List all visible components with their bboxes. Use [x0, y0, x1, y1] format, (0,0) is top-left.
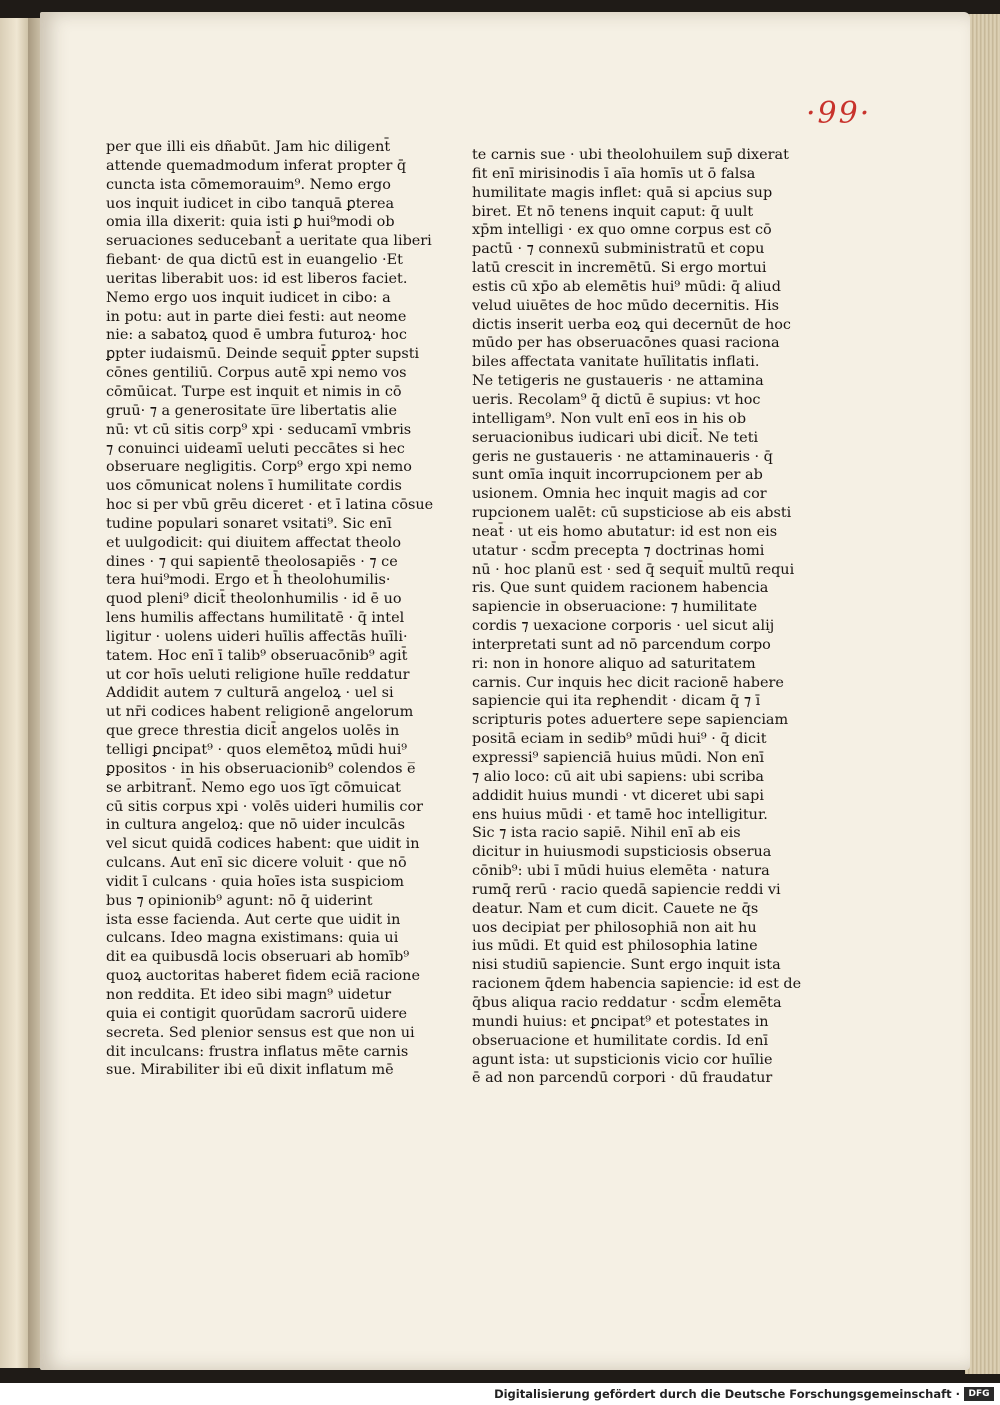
- text-line: dines · ⁊ qui sapientē theolosapiēs · ⁊ ce: [106, 553, 398, 570]
- text-line: bus ⁊ opinionib⁹ agunt: nō q̄ uiderint: [106, 892, 373, 909]
- text-line: ri: non in honore aliquo ad saturitatem: [472, 655, 756, 672]
- text-line: omia illa dixerit: quia isti ꝑ hui⁹modi ob: [106, 214, 395, 231]
- text-line: agunt ista: ut supsticionis vicio cor huīlie: [472, 1051, 773, 1068]
- text-line: quoꝝ auctoritas haberet fidem eciā racione: [106, 968, 420, 985]
- text-line: ⁊ alio loco: cū ait ubi sapiens: ubi scriba: [472, 768, 765, 785]
- text-line: ut nr̄i codices habent religionē angelorum: [106, 704, 414, 721]
- text-line: fit enī mirisinodis ī aīa homīs ut ō falsa: [472, 165, 756, 182]
- text-line: et uulgodicit: qui diuitem affectat theolo: [106, 534, 402, 551]
- text-line: sue. Mirabiliter ibi eū dixit inflatum mē: [106, 1062, 394, 1079]
- text-line: Sic ⁊ ista racio sapiē. Nihil enī ab eis: [472, 825, 741, 842]
- text-line: gruū· ⁊ a generositate u̅re libertatis alie: [106, 402, 397, 419]
- text-line: ē ad non parcendū corpori · dū fraudatur: [472, 1070, 773, 1087]
- funding-credit: Digitalisierung gefördert durch die Deutsche Forschungsgemeinschaft ·: [494, 1387, 960, 1401]
- text-line: racionem q̄dem habencia sapiencie: id est de: [472, 976, 802, 993]
- text-line: secreta. Sed plenior sensus est que non ui: [106, 1024, 415, 1041]
- text-line: obseruacione et humilitate cordis. Id enī: [472, 1032, 769, 1049]
- text-line: ens huius mūdi · et tamē hoc intelligitur.: [472, 806, 768, 823]
- text-line: q̄bus aliqua racio reddatur · scd̄m elemēta: [472, 994, 782, 1011]
- facing-page-edge: [0, 18, 28, 1368]
- text-line: mūdo per has obseruacōnes quasi raciona: [472, 335, 780, 352]
- text-line: te carnis sue · ubi theolohuilem sup̄ dixerat: [472, 147, 789, 163]
- text-line: cuncta ista cōmemorauim⁹. Nemo ergo: [106, 176, 391, 193]
- right-text-column: [472, 146, 802, 1088]
- text-line: ueritas liberabit uos: id est liberos faciet.: [106, 270, 408, 287]
- text-line: dicitur in huiusmodi supsticiosis obserua: [472, 844, 772, 861]
- text-line: velud uiuētes de hoc mūdo decernitis. His: [472, 297, 779, 314]
- text-line: in cultura angeloꝝ: que nō uider inculcās: [106, 817, 405, 834]
- text-line: positā eciam in sedib⁹ mūdi hui⁹ · q̄ dicit: [472, 731, 767, 748]
- text-line: humilitate magis inflet: quā si apcius sup: [472, 184, 773, 201]
- text-line: in potu: aut in parte diei festi: aut neome: [106, 308, 407, 325]
- text-line: interpretati sunt ad nō parcendum corpo: [472, 636, 771, 653]
- text-line: Nemo ergo uos inquit iudicet in cibo: a: [106, 289, 391, 306]
- text-line: addidit huius mundi · vt diceret ubi sapi: [472, 787, 764, 804]
- text-line: expressi⁹ sapienciā huius mūdi. Non enī: [472, 750, 765, 766]
- left-text-column: [106, 138, 434, 1080]
- text-line: nie: a sabatoꝝ quod ē umbra futuroꝝ· hoc: [106, 327, 407, 344]
- text-line: biret. Et nō tenens inquit caput: q̄ uult: [472, 203, 754, 220]
- text-line: biles affectata vanitate huīlitatis inflati.: [472, 354, 760, 371]
- text-line: se arbitrant̄. Nemo ego uos i̅gt cōmuicat: [106, 779, 401, 796]
- text-line: intelligam⁹. Non vult enī eos in his ob: [472, 410, 747, 427]
- text-line: usionem. Omnia hec inquit magis ad cor: [472, 486, 767, 503]
- text-line: ueris. Recolam⁹ q̄ dictū ē supius: vt hoc: [472, 391, 761, 408]
- text-line: vel sicut quidā codices habent: que uidit in: [106, 836, 420, 853]
- text-line: quod pleni⁹ dicit̄ theolonhumilis · id ē uo: [106, 591, 402, 608]
- text-line: tera hui⁹modi. Ergo et h̄ theolohumilis·: [106, 572, 391, 589]
- text-line: non reddita. Et ideo sibi magn⁹ uidetur: [106, 986, 392, 1003]
- text-line: deatur. Nam et cum dicit. Cauete ne q̄s: [472, 900, 759, 917]
- text-line: hoc si per vbū grēu diceret · et ī latina cōsue: [106, 497, 434, 514]
- text-line: Addidit autem ⁊ culturā angeloꝝ · uel si: [106, 685, 394, 702]
- text-line: dit ea quibusdā locis obseruari ab homīb⁹: [106, 949, 410, 966]
- text-line: tudine populari sonaret vsitati⁹. Sic enī: [106, 515, 392, 532]
- text-line: que grece threstia dicit̄ angelos uolēs in: [106, 723, 400, 740]
- text-line: ut cor hoīs ueluti religione huīle reddatur: [106, 666, 410, 683]
- text-line: cōnes gentiliū. Corpus autē xpi nemo vos: [106, 365, 407, 382]
- text-line: nū · hoc planū est · sed q̄ sequit̄ multū requi: [472, 561, 795, 578]
- text-line: per que illi eis dñabūt. Jam hic diligent̄: [106, 139, 391, 155]
- text-line: seruaciones seducebant̄ a ueritate qua liberi: [106, 233, 432, 250]
- text-line: estis cū xp̄o ab elemētis hui⁹ mūdi: q̄ aliud: [472, 278, 781, 295]
- text-line: mundi huius: et ꝑncipat⁹ et potestates in: [472, 1013, 769, 1030]
- text-line: xp̄m intelligi · ex quo omne corpus est cō: [472, 222, 772, 239]
- text-line: ꝑpter iudaismū. Deinde sequit̄ ꝑpter supsti: [106, 346, 420, 363]
- text-line: fiebant· de qua dictū est in euangelio ·Et: [106, 252, 403, 269]
- folio-number: ·99·: [806, 96, 872, 131]
- text-line: ris. Que sunt quidem racionem habencia: [472, 580, 769, 597]
- text-line: ligitur · uolens uideri huīlis affectās huīli·: [106, 628, 408, 645]
- text-line: neat̄ · ut eis homo abutatur: id est non eis: [472, 523, 778, 540]
- text-line: scripturis potes aduertere sepe sapienciam: [472, 712, 789, 729]
- text-line: ius mūdi. Et quid est philosophia latine: [472, 938, 758, 955]
- text-line: sapiencie qui ita reꝑhendit · dicam q̄ ⁊ ī: [472, 693, 761, 710]
- text-line: rupcionem ualēt: cū supsticiose ab eis absti: [472, 505, 792, 522]
- text-line: uos cōmunicat nolens ī humilitate cordis: [106, 478, 402, 495]
- text-line: geris ne gustaueris · ne attaminaueris · q̄: [472, 448, 773, 465]
- text-line: latū crescit in incremētū. Si ergo mortui: [472, 260, 767, 277]
- text-line: lens humilis affectans humilitatē · q̄ intel: [106, 610, 405, 627]
- text-line: obseruare negligitis. Corp⁹ ergo xpi nemo: [106, 459, 412, 476]
- text-line: carnis. Cur inquis hec dicit racionē habere: [472, 674, 784, 691]
- text-line: cū sitis corpus xpi · volēs uideri humilis cor: [106, 798, 424, 815]
- text-line: rumq̄ rerū · racio quedā sapiencie reddi vi: [472, 881, 781, 898]
- text-line: vidit ī culcans · quia hoīes ista suspiciom: [106, 873, 405, 890]
- text-line: cordis ⁊ uexacione corporis · uel sicut alij: [472, 618, 775, 635]
- text-line: cōmūicat. Turpe est inquit et nimis in cō: [106, 383, 402, 400]
- text-line: uos decipiat per philosophiā non ait hu: [472, 919, 757, 936]
- text-line: uos inquit iudicet in cibo tanquā ꝑterea: [106, 195, 395, 212]
- text-line: Ne tetigeris ne gustaueris · ne attamina: [472, 373, 764, 390]
- text-line: tatem. Hoc enī ī talib⁹ obseruacōnib⁹ agit̄: [106, 647, 408, 664]
- text-line: attende quemadmodum inferat propter q̄: [106, 157, 407, 174]
- text-line: nū: vt cū sitis corp⁹ xpi · seducamī vmbris: [106, 421, 412, 438]
- text-line: telligi ꝑncipat⁹ · quos elemētoꝝ mūdi hui⁹: [106, 742, 408, 758]
- text-line: ꝑpositos · in his obseruacionib⁹ colendos e̅: [106, 760, 416, 777]
- text-line: sunt omīa inquit incorrupcionem per ab: [472, 467, 763, 484]
- footer-bar: [0, 1383, 1000, 1405]
- text-line: dictis inserit uerba eoꝝ qui decernūt de hoc: [472, 316, 791, 333]
- text-line: dit inculcans: frustra inflatus mēte carnis: [106, 1043, 409, 1060]
- text-line: nisi studiū sapiencie. Sunt ergo inquit ista: [472, 957, 781, 974]
- text-line: culcans. Aut enī sic dicere voluit · que nō: [106, 855, 407, 872]
- text-line: ista esse facienda. Aut certe que uidit in: [106, 911, 401, 928]
- text-line: utatur · scd̄m precepta ⁊ doctrinas homi: [472, 542, 765, 559]
- page-edges: [965, 14, 1000, 1374]
- text-line: pactū · ⁊ connexū subministratū et copu: [472, 241, 765, 258]
- text-line: sapiencie in obseruacione: ⁊ humilitate: [472, 599, 758, 616]
- text-line: seruacionibus iudicari ubi dicit̄. Ne teti: [472, 429, 759, 446]
- text-line: quia ei contigit quorūdam sacrorū uidere: [106, 1005, 408, 1022]
- text-line: culcans. Ideo magna existimans: quia ui: [106, 930, 399, 947]
- dfg-logo-icon: DFG: [964, 1387, 994, 1401]
- text-line: ⁊ conuinci uideamī ueluti peccātes si hec: [106, 440, 405, 457]
- text-line: cōnib⁹: ubi ī mūdi huius elemēta · natura: [472, 863, 770, 880]
